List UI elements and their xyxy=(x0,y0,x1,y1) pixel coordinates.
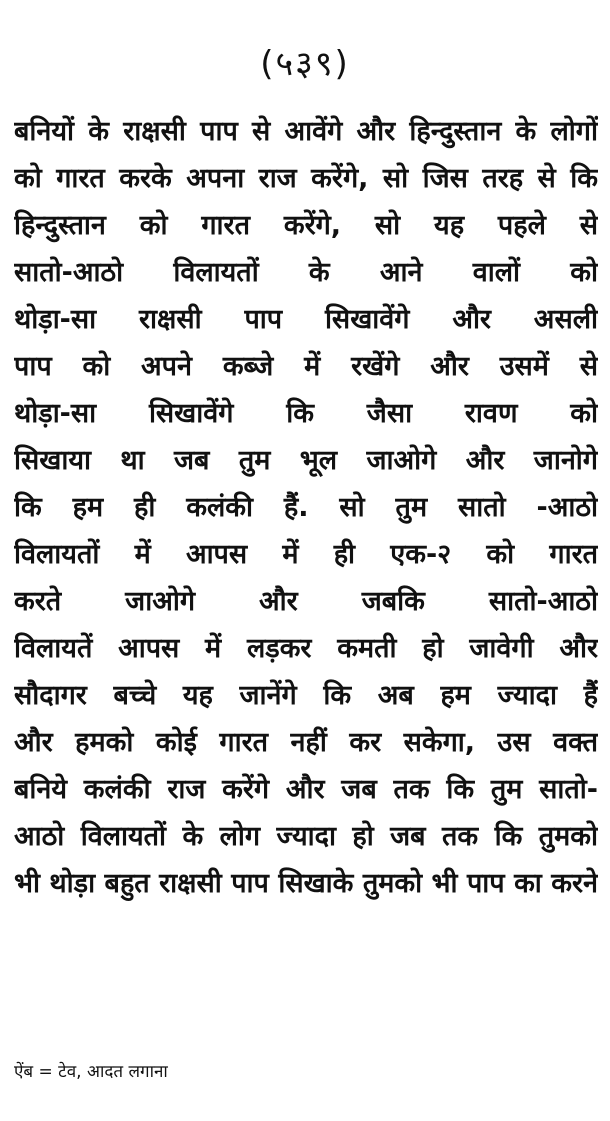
text-line: विलायतों में आपस में ही एक-२ को गारत xyxy=(14,539,598,570)
text-line: सिखाया था जब तुम भूल जाओगे और जानोगे xyxy=(14,445,598,476)
footnote: ऐंब = टेव, आदत लगाना xyxy=(14,1062,168,1082)
page-number: (५३९) xyxy=(260,44,350,84)
text-line: सातो-आठो विलायतों के आने वालों को xyxy=(14,257,598,288)
body-text xyxy=(14,108,598,907)
text-line: बनियों के राक्षसी पाप से आवेंगे और हिन्दुस्तान के लोगों xyxy=(14,116,598,147)
text-line: सौदागर बच्चे यह जानेंगे कि अब हम ज्यादा हैं xyxy=(14,680,598,711)
text-line: और हमको कोई गारत नहीं कर सकेगा, उस वक्त xyxy=(14,727,598,758)
text-line: थोड़ा-सा सिखावेंगे कि जैसा रावण को xyxy=(14,398,598,429)
text-line: बनिये कलंकी राज करेंगे और जब तक कि तुम सातो- xyxy=(14,774,598,805)
text-line: पाप को अपने कब्जे में रखेंगे और उसमें से xyxy=(14,351,598,382)
text-line: कि हम ही कलंकी हैं. सो तुम सातो -आठो xyxy=(14,492,598,523)
text-line: हिन्दुस्तान को गारत करेंगे, सो यह पहले से xyxy=(14,210,598,241)
text-line: विलायतें आपस में लड़कर कमती हो जावेगी और xyxy=(14,633,598,664)
text-line: करते जाओगे और जबकि सातो-आठो xyxy=(14,586,598,617)
text-line: भी थोड़ा बहुत राक्षसी पाप सिखाके तुमको भी पाप का करने xyxy=(14,868,598,899)
text-line: आठो विलायतों के लोग ज्यादा हो जब तक कि तुमको xyxy=(14,821,598,852)
text-line: थोड़ा-सा राक्षसी पाप सिखावेंगे और असली xyxy=(14,304,598,335)
text-line: को गारत करके अपना राज करेंगे, सो जिस तरह से कि xyxy=(14,163,598,194)
